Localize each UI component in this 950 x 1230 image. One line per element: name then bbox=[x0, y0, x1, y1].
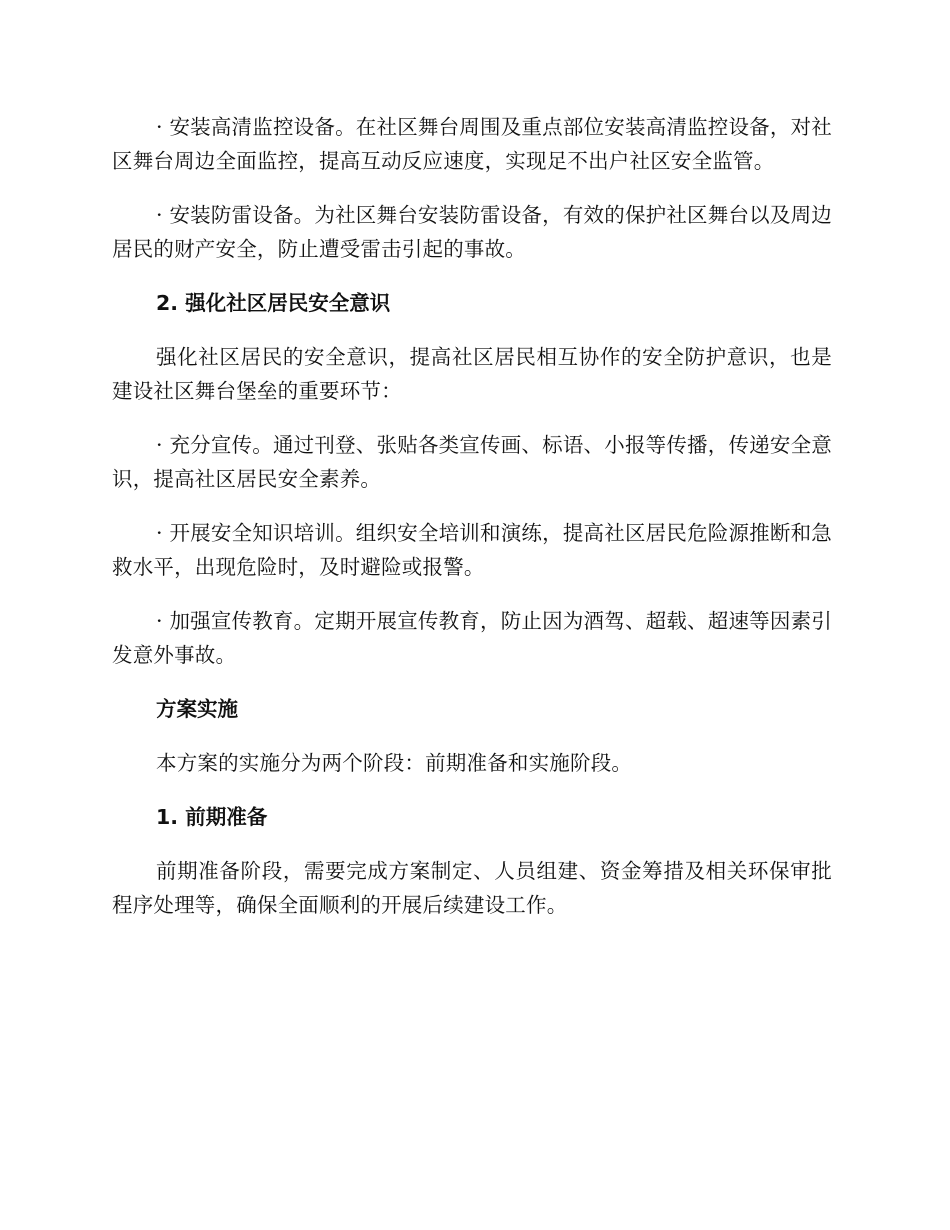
bullet-safety-training: · 开展安全知识培训。组织安全培训和演练，提高社区居民危险源推断和急救水平，出现危险时，及时避险或报警。 bbox=[112, 521, 832, 579]
bullet-publicity-education: · 加强宣传教育。定期开展宣传教育，防止因为酒驾、超载、超速等因素引发意外事故。 bbox=[112, 609, 832, 667]
body-safety-awareness-intro: 强化社区居民的安全意识，提高社区居民相互协作的安全防护意识，也是建设社区舞台堡垒的重要环节： bbox=[112, 345, 832, 403]
body-preparation: 前期准备阶段，需要完成方案制定、人员组建、资金筹措及相关环保审批程序处理等，确保全面顺利的开展后续建设工作。 bbox=[112, 859, 832, 917]
bullet-publicity: · 充分宣传。通过刊登、张贴各类宣传画、标语、小报等传播，传递安全意识，提高社区居民安全素养。 bbox=[112, 433, 832, 491]
bullet-install-lightning-protection: · 安装防雷设备。为社区舞台安装防雷设备，有效的保护社区舞台以及周边居民的财产安全，防止遭受雷击引起的事故。 bbox=[112, 203, 832, 261]
section-heading-preparation: 1. 前期准备 bbox=[156, 805, 268, 829]
body-implementation-stages: 本方案的实施分为两个阶段：前期准备和实施阶段。 bbox=[156, 751, 633, 775]
document-body bbox=[112, 110, 832, 922]
section-heading-implementation: 方案实施 bbox=[156, 697, 238, 721]
bullet-install-cctv: · 安装高清监控设备。在社区舞台周围及重点部位安装高清监控设备，对社区舞台周边全面监控，提高互动反应速度，实现足不出户社区安全监管。 bbox=[112, 115, 832, 173]
section-heading-safety-awareness: 2. 强化社区居民安全意识 bbox=[156, 291, 391, 315]
